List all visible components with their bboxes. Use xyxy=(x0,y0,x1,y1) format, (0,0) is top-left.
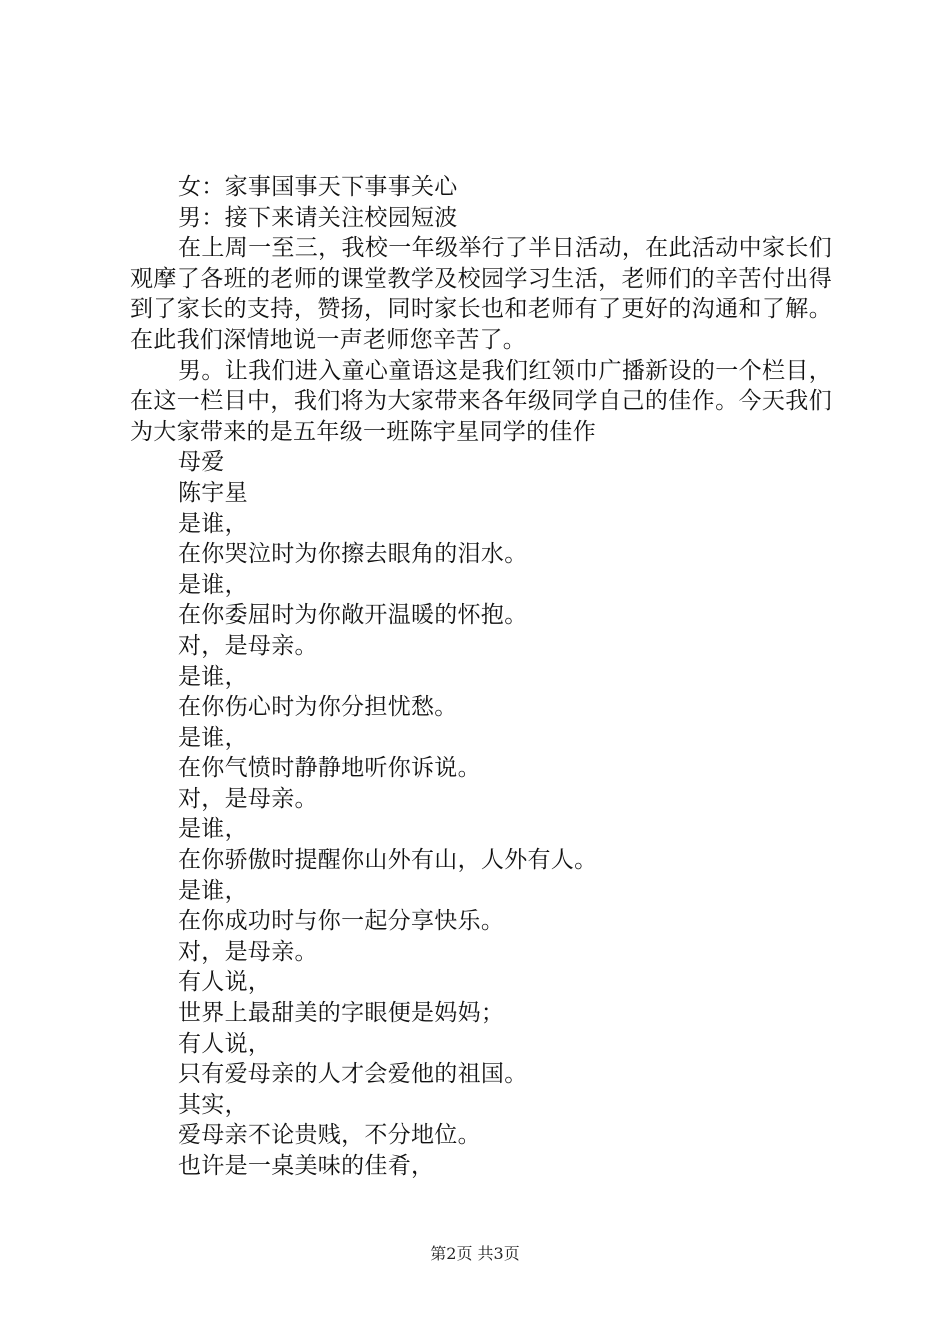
poem-lines xyxy=(130,509,832,1182)
poem-line: 在你成功时与你一起分享快乐。 xyxy=(178,908,505,935)
poem-line: 是谁， xyxy=(178,571,248,598)
poem-author: 陈宇星 xyxy=(178,479,248,506)
poem-line: 有人说， xyxy=(178,969,272,996)
dialogue-male: 男：接下来请关注校园短波 xyxy=(178,204,458,231)
campus-news-paragraph: 在上周一至三，我校一年级举行了半日活动，在此活动中家长们观摩了各班的老师的课堂教学及校园学习生活，老师们的辛苦付出得到了家长的支持，赞扬，同时家长也和老师有了更好的沟通和了解。在此我们深情地说一声老师您辛苦了。 xyxy=(130,235,832,353)
poem-line: 只有爱母亲的人才会爱他的祖国。 xyxy=(178,1061,528,1088)
poem-line: 对，是母亲。 xyxy=(178,938,318,965)
document-body xyxy=(130,172,832,1182)
poem-line: 对，是母亲。 xyxy=(178,632,318,659)
poem-line: 其实， xyxy=(178,1091,248,1118)
poem-line: 世界上最甜美的字眼便是妈妈； xyxy=(178,1000,505,1027)
poem-line: 在你哭泣时为你擦去眼角的泪水。 xyxy=(178,541,528,568)
poem-line: 对，是母亲。 xyxy=(178,785,318,812)
page-number-footer: 第2页 共3页 xyxy=(430,1244,520,1263)
poem-line: 有人说， xyxy=(178,1030,272,1057)
poem-line: 是谁， xyxy=(178,816,248,843)
poem-line: 在你伤心时为你分担忧愁。 xyxy=(178,694,458,721)
poem-line: 在你气愤时静静地听你诉说。 xyxy=(178,755,481,782)
poem-line: 是谁， xyxy=(178,877,248,904)
poem-line: 爱母亲不论贵贱，不分地位。 xyxy=(178,1122,481,1149)
poem-line: 是谁， xyxy=(178,663,248,690)
poem-line: 是谁， xyxy=(178,510,248,537)
column-intro-paragraph: 男。让我们进入童心童语这是我们红领巾广播新设的一个栏目，在这一栏目中，我们将为大家带来各年级同学自己的佳作。今天我们为大家带来的是五年级一班陈宇星同学的佳作 xyxy=(130,357,832,445)
poem-line: 在你骄傲时提醒你山外有山，人外有人。 xyxy=(178,847,598,874)
dialogue-female: 女：家事国事天下事事关心 xyxy=(178,174,458,200)
poem-line: 在你委屈时为你敞开温暖的怀抱。 xyxy=(178,602,528,629)
poem-title: 母爱 xyxy=(178,449,225,476)
poem-line: 是谁， xyxy=(178,724,248,751)
poem-line: 也许是一桌美味的佳肴， xyxy=(178,1153,435,1179)
